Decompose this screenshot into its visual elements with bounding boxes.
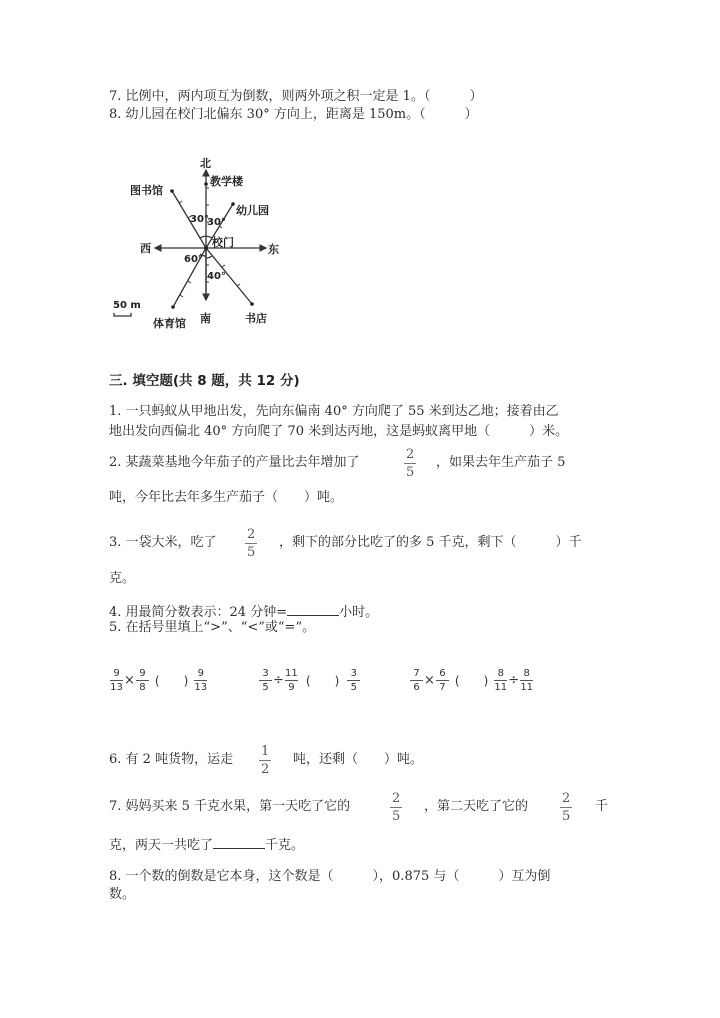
fill-q2-part1: 2. 某蔬菜基地今年茄子的产量比去年增加了 [109,455,360,470]
fill-q6-part2: 吨，还剩（ ）吨。 [293,752,424,767]
label-north: 北 [200,157,211,170]
compare-blank[interactable]: ( ) [305,674,340,688]
compare-blank[interactable]: ( ) [454,674,489,688]
fill-q8-line1: 8. 一个数的倒数是它本身，这个数是（ ），0.875 与（ ）互为倒 [109,869,551,884]
direction-diagram [100,150,300,335]
scale-label: 50 m [113,300,141,311]
angle-gym: 60° [184,254,203,265]
judgement-question-7: 7. 比例中，两内项互为倒数，则两外项之积一定是 1。（ ） [109,89,483,104]
answer-blank[interactable] [213,834,265,849]
fill-q3-fraction: 2 5 [247,527,256,560]
angle-library: 30° [190,214,209,225]
fill-q3-part2: ，剩下的部分比吃了的多 5 千克，剩下（ ）千 [279,535,582,550]
compare-item-1: 9 13 × 9 8 ( ) 9 13 [110,668,208,693]
label-kindergarten: 幼儿园 [236,204,269,217]
compare-item-3: 7 6 × 6 7 ( ) 8 11 ÷ 8 11 [410,668,533,693]
compare-blank[interactable]: ( ) [154,674,189,688]
label-bookstore: 书店 [245,312,267,325]
fill-q3-part1: 3. 一袋大米，吃了 [109,535,217,550]
fill-q1-line2: 地出发向西偏北 40° 方向爬了 70 米到达丙地，这是蚂蚁离甲地（ ）米。 [109,424,569,439]
fill-q3-line2: 克。 [109,571,136,586]
fill-q7-line2: 克，两天一共吃了 千克。 [109,834,304,855]
judgement-question-8: 8. 幼儿园在校门北偏东 30° 方向上，距离是 150m。（ ） [109,107,478,122]
section-title: 三. 填空题(共 8 题，共 12 分) [109,373,300,389]
fill-q4: 4. 用最简分数表示：24 分钟= 小时。 [109,601,378,622]
fill-q6-fraction: 1 2 [261,744,270,777]
fill-q1-line1: 1. 一只蚂蚁从甲地出发，先向东偏南 40° 方向爬了 55 米到达乙地；接着由乙 [109,404,559,419]
fill-q2-fraction: 2 5 [406,447,415,480]
answer-blank[interactable] [287,601,339,616]
fill-q6-part1: 6. 有 2 吨货物，运走 [109,752,234,767]
fill-q2-line2: 吨，今年比去年多生产茄子（ ）吨。 [109,490,344,505]
label-library: 图书馆 [130,184,163,197]
fill-q7-part2: ，第二天吃了它的 [424,799,529,814]
label-east: 东 [268,243,279,256]
label-south: 南 [200,312,211,325]
label-school-gate: 校门 [212,236,234,249]
label-west: 西 [140,242,151,255]
compare-item-2: 3 5 ÷ 11 9 ( ) 3 5 [259,668,360,693]
fill-q7-fraction-1: 2 5 [392,791,401,824]
fill-q8-line2: 数。 [109,887,136,902]
fill-q7-part3: 千 [595,799,609,814]
label-teaching-building: 教学楼 [210,175,243,188]
angle-bookstore: 40° [207,271,226,282]
fill-q2-part2: ，如果去年生产茄子 5 [436,455,566,470]
angle-kindergarten: 30° [207,217,226,228]
label-gym: 体育馆 [153,317,186,330]
fill-q5: 5. 在括号里填上“>”、“<”或“=”。 [109,620,316,635]
fill-q7-part1: 7. 妈妈买来 5 千克水果，第一天吃了它的 [109,799,351,814]
fill-q7-fraction-2: 2 5 [562,791,571,824]
